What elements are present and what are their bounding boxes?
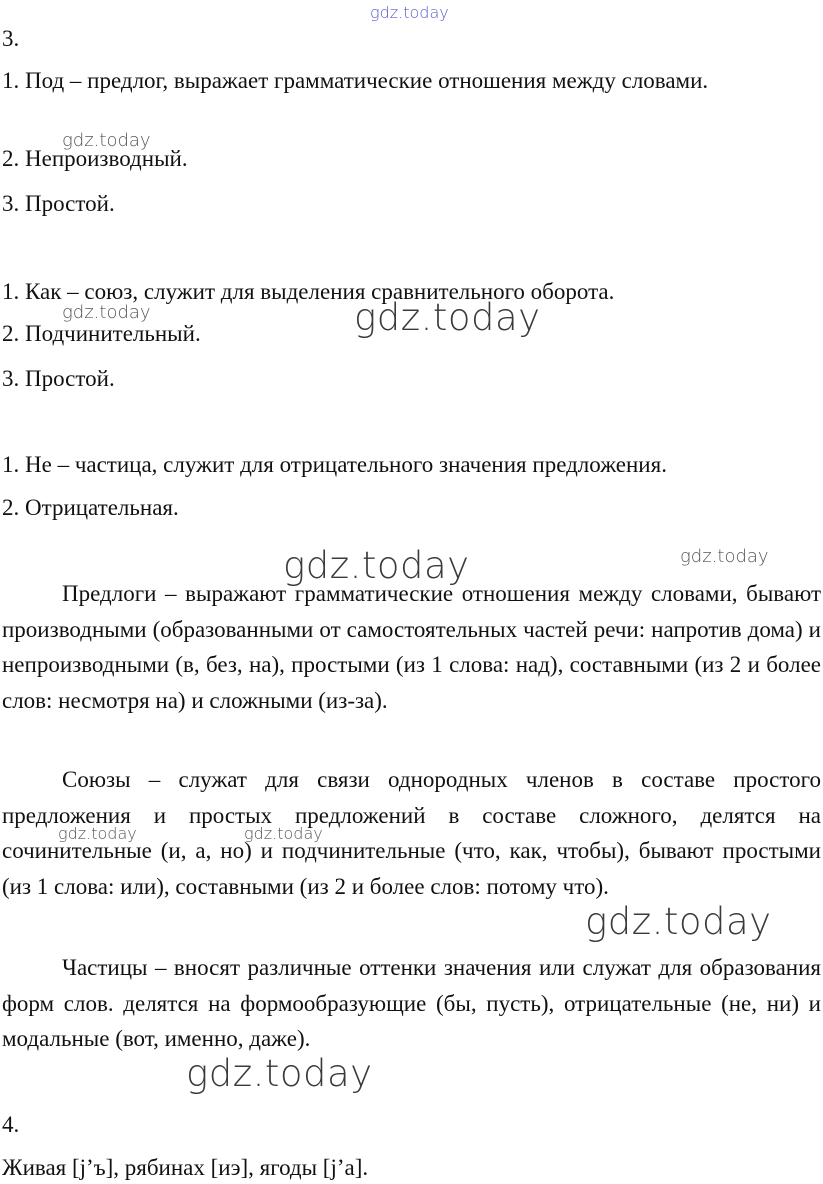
watermark: gdz.today bbox=[58, 824, 137, 843]
paragraph-particles: Частицы – вносят различные оттенки значения или служат для образования форм слов. делятся на формообразующие (бы, пусть), отрицательные (не, ни) и модальные (вот, именно, даже). bbox=[2, 955, 821, 1051]
answer-line: 3. Простой. bbox=[2, 191, 115, 216]
answer-line: 2. Непроизводный. bbox=[2, 146, 188, 171]
watermark: gdz.today bbox=[186, 1052, 373, 1095]
answer-line: Живая [j’ъ], рябинах [иэ], ягоды [j’а]. bbox=[2, 1155, 369, 1180]
answer-line: 1. Под – предлог, выражает грамматические отношения между словами. bbox=[2, 68, 709, 93]
answer-line: 3. Простой. bbox=[2, 366, 115, 391]
watermark-top: gdz.today bbox=[370, 3, 449, 22]
watermark: gdz.today bbox=[680, 546, 769, 567]
watermark: gdz.today bbox=[283, 544, 470, 587]
answer-line: 1. Не – частица, служит для отрицательного значения предложения. bbox=[2, 452, 667, 477]
answer-line: 2. Отрицательная. bbox=[2, 495, 179, 520]
task-number: 3. bbox=[2, 26, 20, 51]
watermark: gdz.today bbox=[62, 302, 151, 323]
task-number: 4. bbox=[2, 1112, 20, 1137]
answer-line: 1. Как – союз, служит для выделения сравнительного оборота. bbox=[2, 279, 615, 304]
watermark: gdz.today bbox=[62, 130, 151, 151]
watermark: gdz.today bbox=[244, 824, 323, 843]
watermark: gdz.today bbox=[354, 296, 541, 339]
paragraph-prepositions: Предлоги – выражают грамматические отношения между словами, бывают производными (образованными от самостоятельных частей речи: напротив дома) и непроизводными (в, без, на), простыми (из 1 слова: над), составными (из 2 и более слов: несмотря на) и сложными (из-за). bbox=[2, 581, 821, 713]
paragraph-conjunctions: Союзы – служат для связи однородных членов в составе простого предложения и простых предложений в составе сложного, делятся на сочинительные (и, а, но) и подчинительные (что, как, чтобы), бывают простыми (из 1 слова: или), составными (из 2 и более слов: потому что). bbox=[2, 767, 821, 899]
watermark: gdz.today bbox=[585, 900, 772, 943]
answer-line: 2. Подчинительный. bbox=[2, 321, 201, 346]
